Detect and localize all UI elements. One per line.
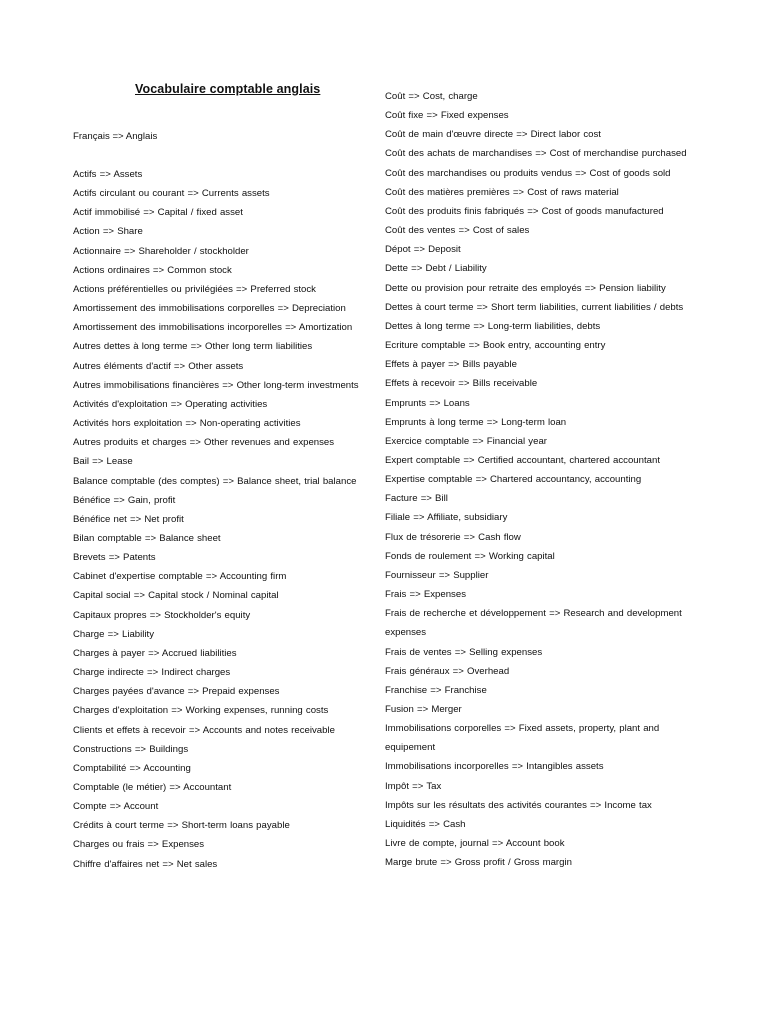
vocab-entry: Frais de ventes => Selling expenses bbox=[385, 646, 543, 658]
vocab-entry: Brevets => Patents bbox=[73, 552, 156, 564]
right-vocabulary-column bbox=[385, 87, 703, 872]
left-vocabulary-column bbox=[73, 165, 365, 874]
vocab-entry: Coût fixe => Fixed expenses bbox=[385, 110, 509, 122]
vocab-entry: Charges à payer => Accrued liabilities bbox=[73, 647, 237, 659]
vocab-entry: Autres dettes à long terme => Other long term liabilities bbox=[73, 341, 313, 353]
vocab-entry: Charges d'exploitation => Working expenses, running costs bbox=[73, 705, 329, 717]
vocab-entry: Activités d'exploitation => Operating activities bbox=[73, 398, 268, 410]
vocab-entry: Dettes à long terme => Long-term liabilities, debts bbox=[385, 320, 601, 332]
vocab-entry: Clients et effets à recevoir => Accounts and notes receivable bbox=[73, 724, 335, 736]
vocab-entry: Autres produits et charges => Other revenues and expenses bbox=[73, 437, 335, 449]
vocab-entry: Actif immobilisé => Capital / fixed asset bbox=[73, 207, 243, 219]
vocab-entry: Capital social => Capital stock / Nominal capital bbox=[73, 590, 279, 602]
vocab-entry: Immobilisations corporelles => Fixed assets, property, plant and equipement bbox=[385, 723, 660, 754]
vocab-entry: Crédits à court terme => Short-term loans payable bbox=[73, 820, 290, 832]
vocab-entry: Actions préférentielles ou privilégiées => Preferred stock bbox=[73, 283, 316, 295]
vocab-entry: Autres éléments d'actif => Other assets bbox=[73, 360, 244, 372]
vocab-entry: Compte => Account bbox=[73, 801, 159, 813]
vocab-entry: Coût des achats de marchandises => Cost of merchandise purchased bbox=[385, 148, 687, 160]
vocab-entry: Expertise comptable => Chartered accountancy, accounting bbox=[385, 474, 642, 486]
vocab-entry: Actifs => Assets bbox=[73, 169, 143, 180]
vocab-entry: Coût des marchandises ou produits vendus => Cost of goods sold bbox=[385, 167, 671, 179]
vocab-entry: Filiale => Affiliate, subsidiary bbox=[385, 512, 508, 524]
vocab-entry: Facture => Bill bbox=[385, 493, 448, 505]
vocab-entry: Coût des matières premières => Cost of raws material bbox=[385, 186, 619, 198]
vocab-entry: Effets à recevoir => Bills receivable bbox=[385, 378, 538, 390]
vocab-entry: Comptable (le métier) => Accountant bbox=[73, 782, 232, 793]
vocab-entry: Marge brute => Gross profit / Gross margin bbox=[385, 857, 572, 869]
vocab-entry: Charges payées d'avance => Prepaid expenses bbox=[73, 686, 280, 698]
vocab-entry: Impôt => Tax bbox=[385, 780, 442, 792]
vocab-entry: Bail => Lease bbox=[73, 456, 133, 468]
vocab-entry: Balance comptable (des comptes) => Balance sheet, trial balance bbox=[73, 475, 357, 487]
vocab-entry: Bénéfice => Gain, profit bbox=[73, 494, 176, 506]
vocab-entry: Activités hors exploitation => Non-operating activities bbox=[73, 418, 301, 430]
vocab-entry: Dépot => Deposit bbox=[385, 244, 461, 256]
language-direction-label: Français => Anglais bbox=[73, 131, 158, 142]
vocab-entry: Charge => Liability bbox=[73, 628, 154, 640]
vocab-entry: Action => Share bbox=[73, 226, 143, 238]
vocab-entry: Expert comptable => Certified accountant, chartered accountant bbox=[385, 454, 660, 466]
vocab-entry: Charges ou frais => Expenses bbox=[73, 839, 205, 851]
vocab-entry: Amortissement des immobilisations incorporelles => Amortization bbox=[73, 322, 353, 334]
vocab-entry: Liquidités => Cash bbox=[385, 818, 466, 830]
vocab-entry: Actifs circulant ou courant => Currents assets bbox=[73, 188, 270, 200]
vocab-entry: Emprunts à long terme => Long-term loan bbox=[385, 416, 567, 428]
vocab-entry: Exercice comptable => Financial year bbox=[385, 435, 547, 447]
vocab-entry: Franchise => Franchise bbox=[385, 684, 487, 696]
vocab-entry: Ecriture comptable => Book entry, accounting entry bbox=[385, 340, 606, 352]
vocab-entry: Charge indirecte => Indirect charges bbox=[73, 667, 231, 679]
vocab-entry: Autres immobilisations financières => Other long-term investments bbox=[73, 379, 359, 391]
page-title: Vocabulaire comptable anglais bbox=[135, 82, 321, 96]
vocab-entry: Impôts sur les résultats des activités courantes => Income tax bbox=[385, 799, 652, 811]
vocab-entry: Actionnaire => Shareholder / stockholder bbox=[73, 245, 249, 257]
vocab-entry: Fournisseur => Supplier bbox=[385, 569, 489, 581]
vocab-entry: Amortissement des immobilisations corporelles => Depreciation bbox=[73, 303, 346, 315]
vocab-entry: Capitaux propres => Stockholder's equity bbox=[73, 609, 251, 621]
vocab-entry: Chiffre d'affaires net => Net sales bbox=[73, 858, 218, 870]
vocab-entry: Livre de compte, journal => Account book bbox=[385, 838, 565, 850]
vocab-entry: Fusion => Merger bbox=[385, 704, 462, 715]
vocab-entry: Frais généraux => Overhead bbox=[385, 665, 510, 677]
vocab-entry: Dette => Debt / Liability bbox=[385, 263, 487, 275]
vocab-entry: Bénéfice net => Net profit bbox=[73, 513, 184, 525]
vocab-entry: Effets à payer => Bills payable bbox=[385, 359, 517, 371]
vocab-entry: Emprunts => Loans bbox=[385, 397, 470, 409]
vocab-entry: Fonds de roulement => Working capital bbox=[385, 550, 555, 562]
vocab-entry: Flux de trésorerie => Cash flow bbox=[385, 531, 521, 543]
vocab-entry: Coût => Cost, charge bbox=[385, 91, 478, 102]
vocab-entry: Frais de recherche et développement => Research and development expenses bbox=[385, 608, 682, 639]
vocab-entry: Coût des produits finis fabriqués => Cost of goods manufactured bbox=[385, 205, 664, 217]
vocab-entry: Comptabilité => Accounting bbox=[73, 762, 191, 774]
vocab-entry: Constructions => Buildings bbox=[73, 743, 189, 755]
vocab-entry: Dettes à court terme => Short term liabilities, current liabilities / debts bbox=[385, 301, 684, 313]
vocab-entry: Frais => Expenses bbox=[385, 589, 466, 601]
vocab-entry: Dette ou provision pour retraite des employés => Pension liability bbox=[385, 282, 666, 294]
vocab-entry: Actions ordinaires => Common stock bbox=[73, 264, 232, 276]
vocab-entry: Bilan comptable => Balance sheet bbox=[73, 532, 221, 544]
vocab-entry: Coût des ventes => Cost of sales bbox=[385, 225, 530, 237]
vocab-entry: Coût de main d'œuvre directe => Direct labor cost bbox=[385, 129, 601, 141]
vocab-entry: Cabinet d'expertise comptable => Accounting firm bbox=[73, 571, 287, 583]
vocab-entry: Immobilisations incorporelles => Intangibles assets bbox=[385, 761, 604, 773]
